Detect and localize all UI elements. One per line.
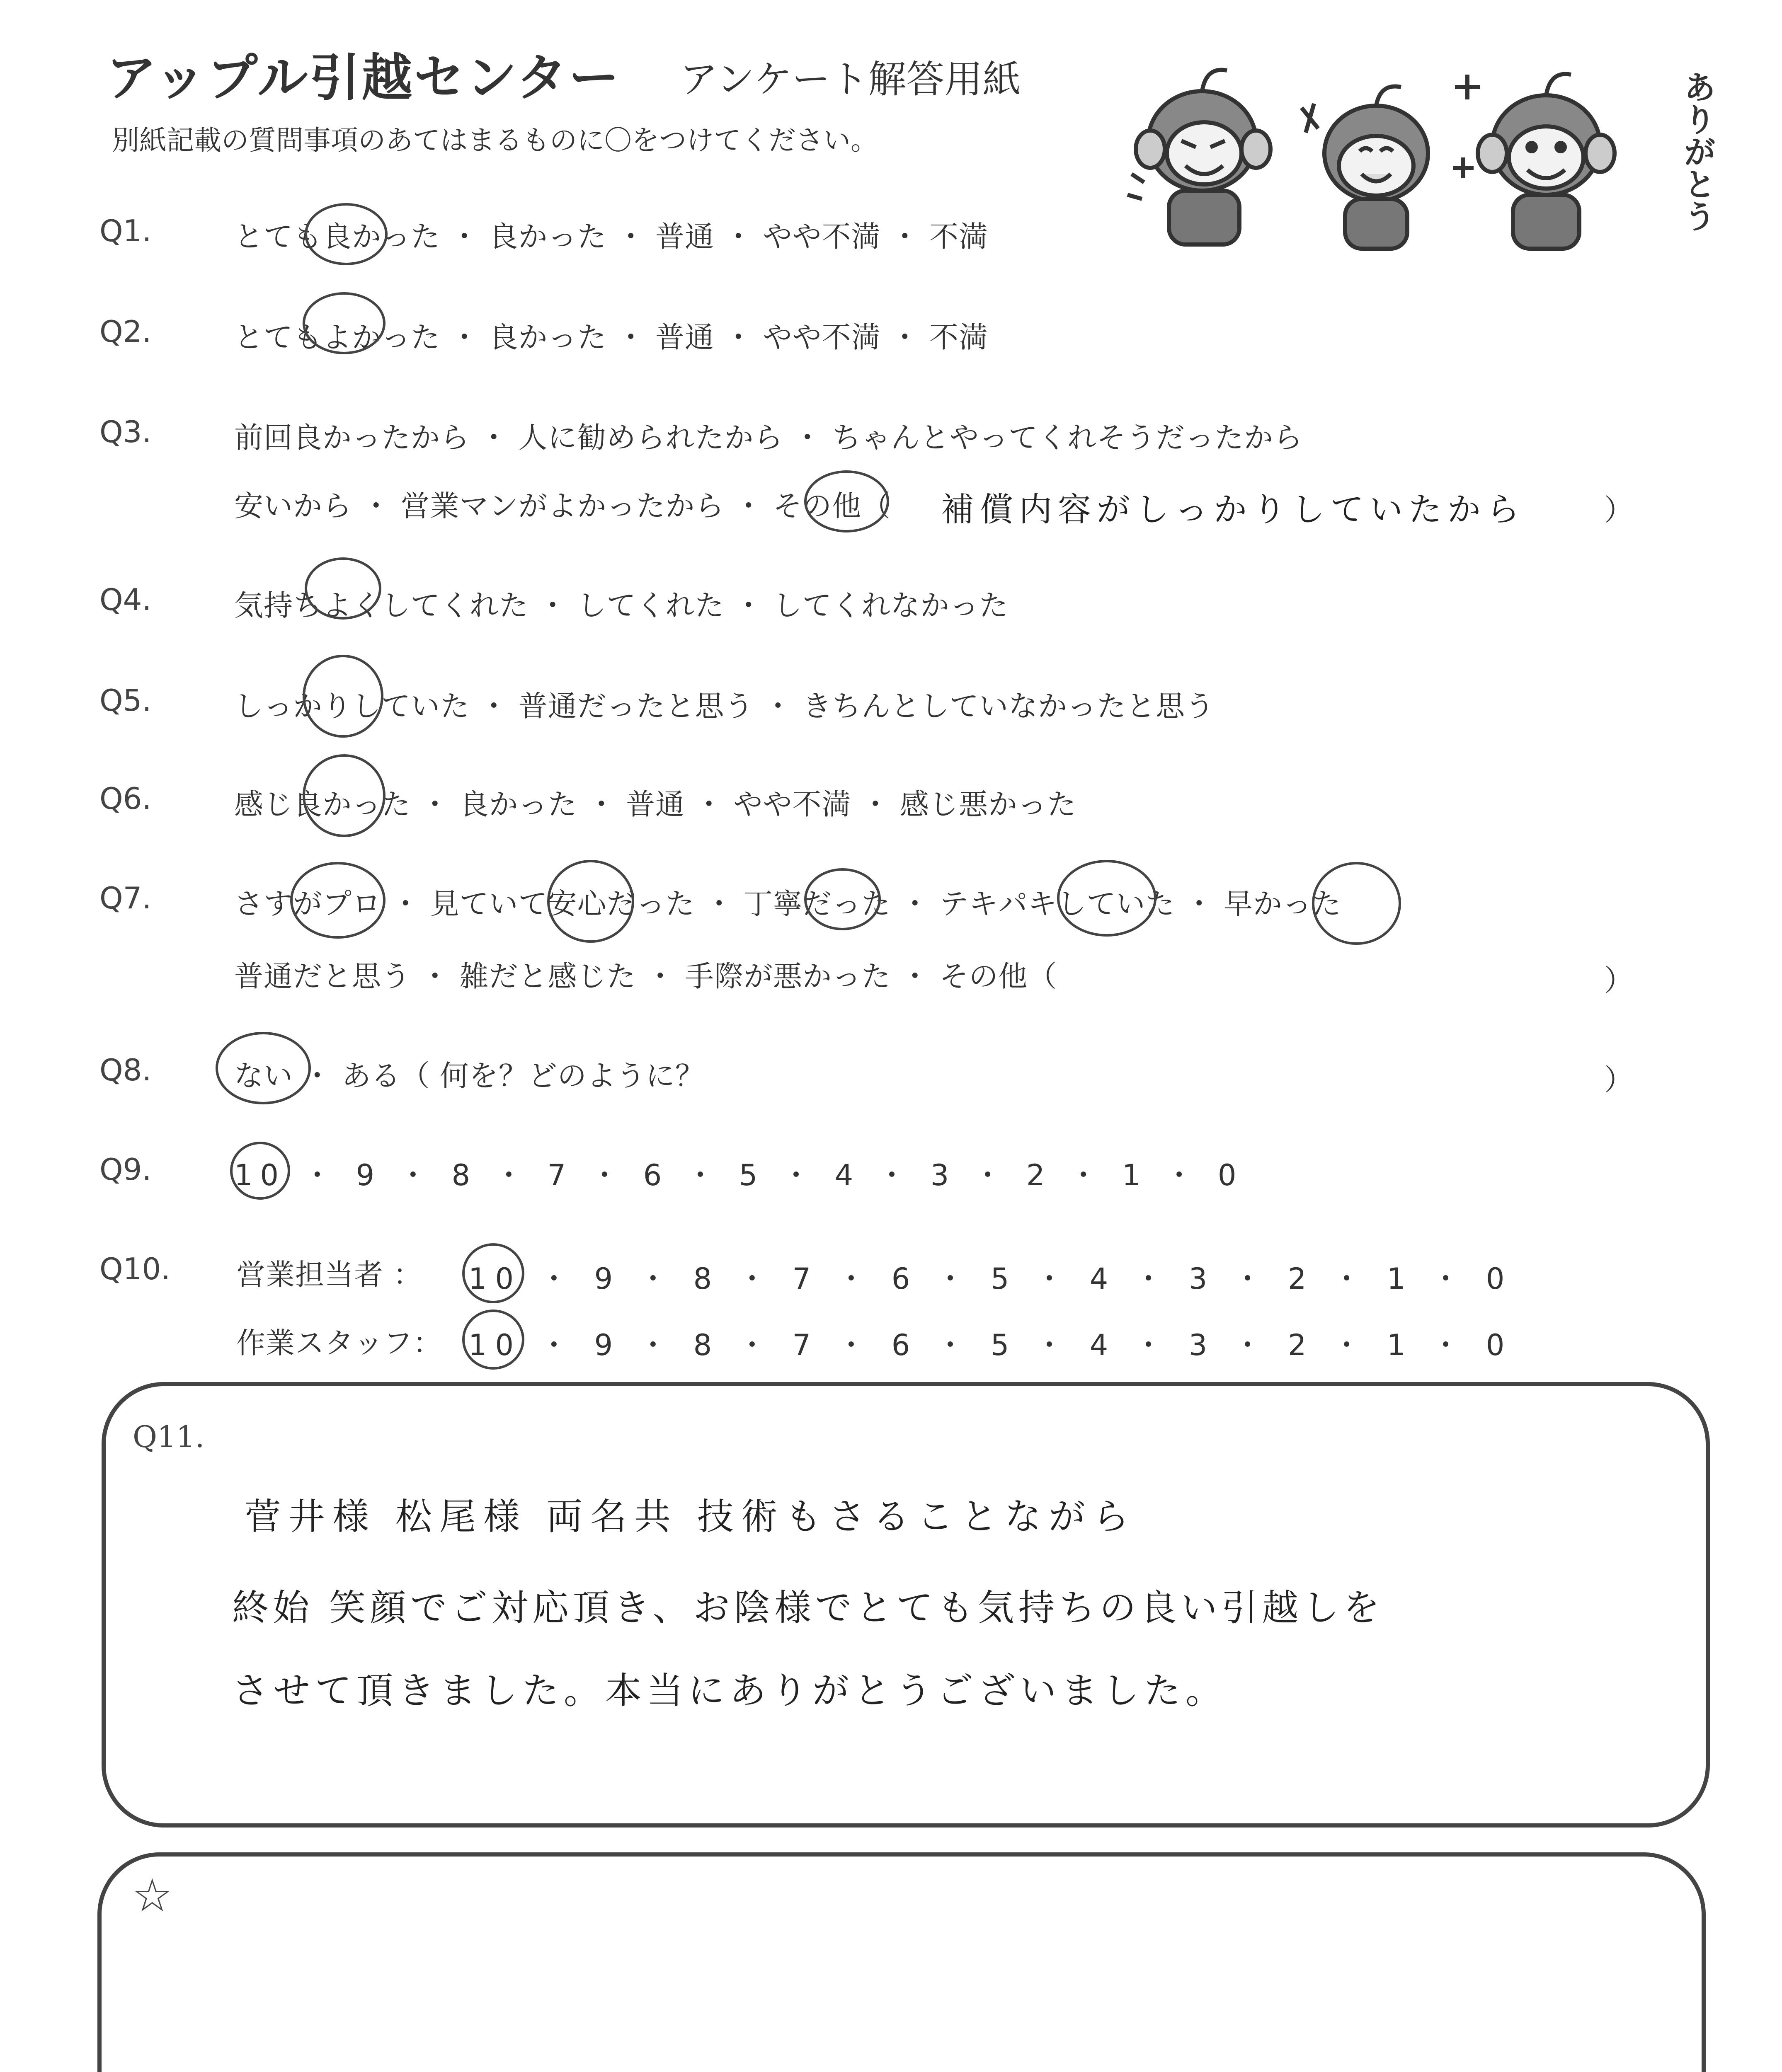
q3-close-paren: ） [1604,493,1633,527]
q5-selected-circle [303,655,383,738]
q7-label: Q7. [99,881,152,915]
q9-label: Q9. [99,1152,152,1187]
q10-label: Q10. [99,1251,171,1286]
q5-options: しっかりしていた ・ 普通だったと思う ・ きちんとしていなかったと思う [234,689,1215,723]
q8-label: Q8. [99,1053,152,1087]
thanks-text: ありがとう [1678,70,1716,232]
q7-options-line1: さすがプロ ・ 見ていて安心だった ・ 丁寧だった ・ テキパキしていた ・ 早かった [234,887,1342,921]
star-mark: ☆ [132,1869,173,1922]
q3-label: Q3. [99,414,152,449]
q3-options-line2: 安いから ・ 営業マンがよかったから ・ その他（ [234,489,891,523]
q10-sales-scale: 10 ・ 9 ・ 8 ・ 7 ・ 6 ・ 5 ・ 4 ・ 3 ・ 2 ・ 1 ・ 0 [468,1262,1513,1296]
q2-selected-circle [303,292,385,354]
q10-sales-label: 営業担当者 ： [236,1258,423,1292]
company-title: アップル引越センター [106,48,621,107]
q2-label: Q2. [99,314,152,349]
q7-close-paren: ） [1604,963,1633,997]
star-comment-box [97,1852,1706,2072]
q1-options: とても良かった ・ 良かった ・ 普通 ・ やや不満 ・ 不満 [234,220,989,254]
q4-label: Q4. [99,582,152,617]
q11-comment-line2: 終始 笑顔でご対応頂き、お陰様でとても気持ちの良い引越しを [232,1586,1384,1629]
q11-label: Q11. [133,1419,205,1454]
q8-options: ない ・ ある（ 何を？どのように？ [234,1059,705,1093]
q9-scale: 10 ・ 9 ・ 8 ・ 7 ・ 6 ・ 5 ・ 4 ・ 3 ・ 2 ・ 1 ・ 0 [234,1158,1244,1192]
q3-other-answer: 補償内容がしっかりしていたから [941,490,1525,529]
q1-selected-circle [305,203,388,265]
q10-staff-selected-circle [462,1310,524,1370]
q3-options-line1: 前回良かったから ・ 人に勧められたから ・ ちゃんとやってくれそうだったから [234,421,1303,455]
q7-selected-circle-3 [804,868,881,930]
q11-comment-line1: 菅井様 松尾様 両名共 技術もさることながら [245,1495,1137,1538]
q10-sales-selected-circle [462,1243,524,1303]
q4-selected-circle [305,557,381,620]
q9-selected-circle [230,1142,290,1200]
q7-selected-circle-2 [547,860,634,943]
q10-staff-label: 作業スタッフ： [236,1326,442,1360]
q6-selected-circle [303,754,385,837]
q7-selected-circle-1 [290,862,385,939]
q6-label: Q6. [99,781,152,816]
q8-close-paren: ） [1604,1063,1633,1097]
q7-selected-circle-4 [1057,860,1156,937]
monkey-mascots-illustration [1119,58,1679,274]
q1-label: Q1. [99,213,152,248]
q5-label: Q5. [99,683,152,718]
instruction-text: 別紙記載の質問事項のあてはまるものに〇をつけてください。 [112,124,878,156]
q8-selected-circle [216,1032,311,1104]
q11-comment-line3: させて頂きました。本当にありがとうございました。 [232,1669,1227,1712]
q7-selected-circle-5 [1312,862,1401,945]
q7-options-line2: 普通だと思う ・ 雑だと感じた ・ 手際が悪かった ・ その他（ [234,959,1057,993]
q2-options: とてもよかった ・ 良かった ・ 普通 ・ やや不満 ・ 不満 [234,320,989,354]
q10-staff-scale: 10 ・ 9 ・ 8 ・ 7 ・ 6 ・ 5 ・ 4 ・ 3 ・ 2 ・ 1 ・ 0 [468,1328,1513,1362]
q4-options: 気持ちよくしてくれた ・ してくれた ・ してくれなかった [234,588,1009,622]
q6-options: 感じ良かった ・ 良かった ・ 普通 ・ やや不満 ・ 感じ悪かった [234,787,1077,821]
form-title: アンケート解答用紙 [680,57,1021,102]
q3-selected-circle [804,470,889,533]
